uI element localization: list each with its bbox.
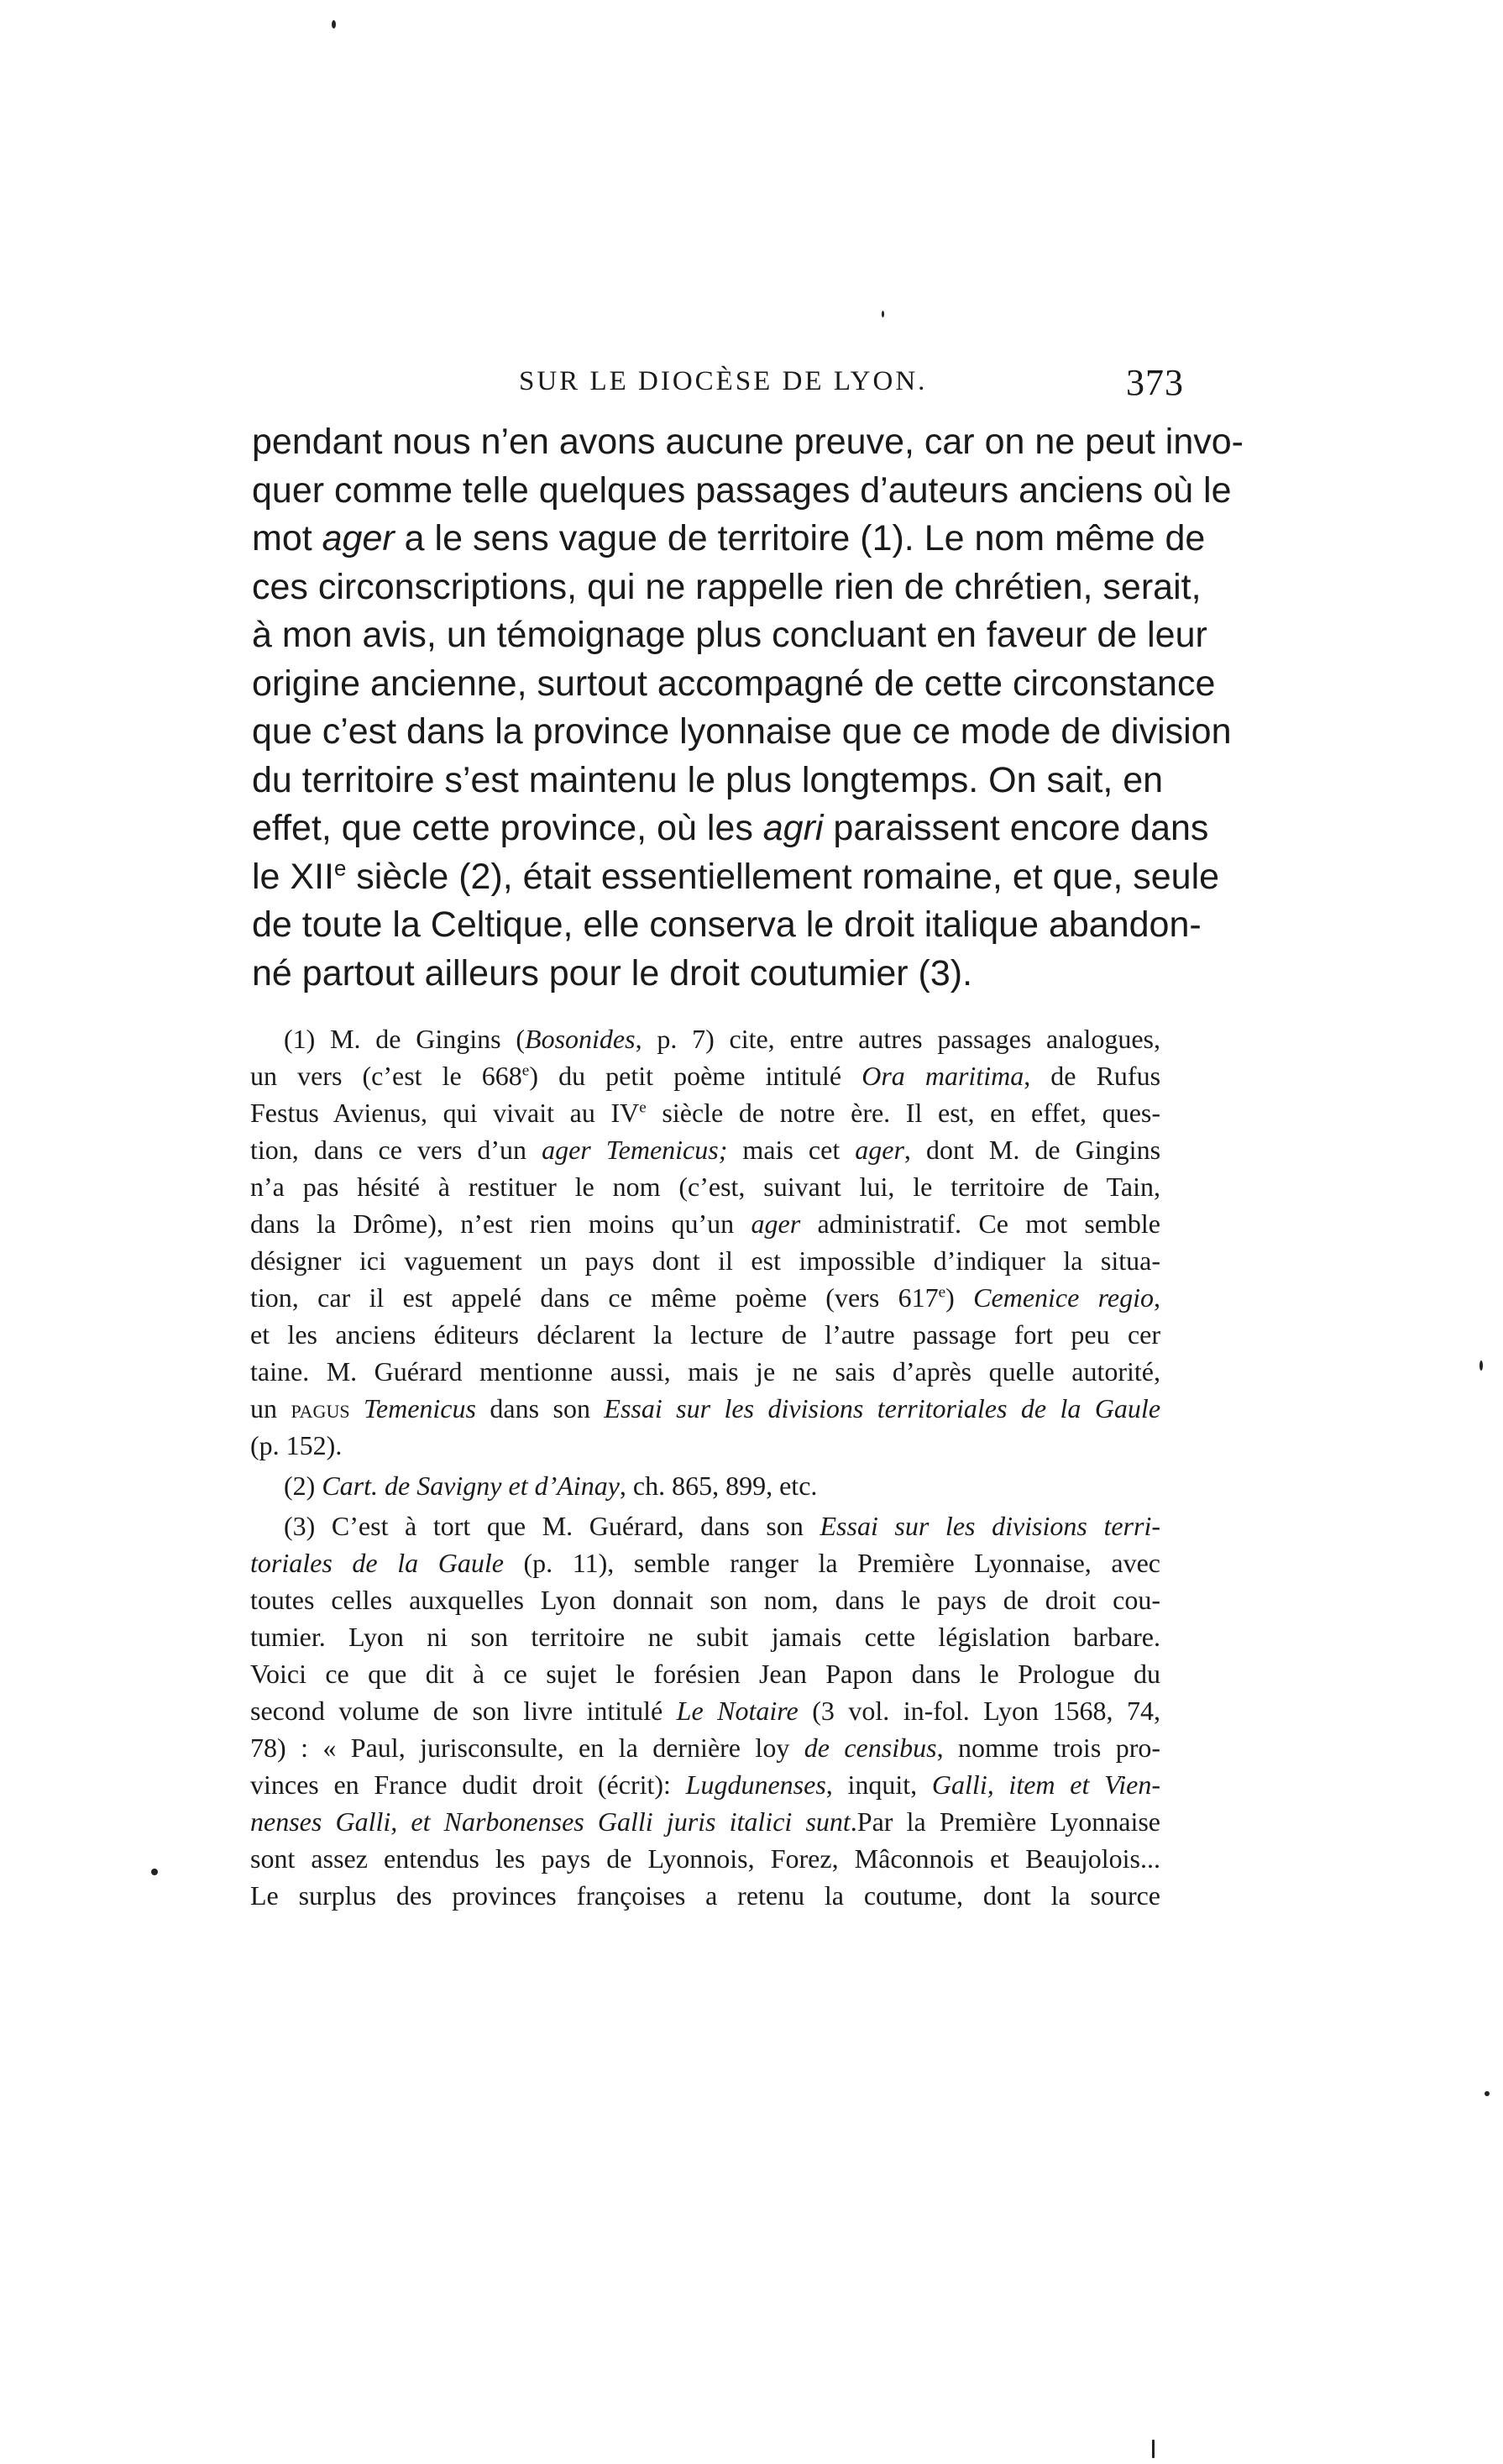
italic-term: Lugdunenses: [685, 1769, 826, 1800]
text-run: second volume de son livre intitulé: [250, 1696, 677, 1726]
main-text: [252, 418, 1244, 998]
text-run: administratif. Ce mot semble: [800, 1208, 1161, 1239]
text-line: [252, 515, 1206, 564]
text-run: siècle de notre ère. Il est, en effet, ques-: [646, 1098, 1161, 1128]
text-run: dans son: [475, 1393, 605, 1423]
italic-term: ager Temenicus;: [542, 1135, 728, 1165]
italic-term: Galli, item et Vien-: [931, 1769, 1161, 1800]
text-run: (p. 11), semble ranger la Première Lyonnaise, avec: [503, 1548, 1160, 1578]
footnote-line: [250, 1353, 1160, 1390]
footnote-line: [250, 1655, 1160, 1692]
footnote-line: [250, 1618, 1160, 1655]
footnote-line: [250, 1840, 1160, 1877]
text-line: du territoire s’est maintenu le plus longtemps. On sait, en: [252, 759, 1164, 800]
text-run: (2): [284, 1471, 322, 1501]
footnote-line: [250, 1279, 1160, 1316]
superscript: e: [639, 1098, 647, 1117]
text-run: désigner ici vaguement un pays dont il est impossible d’indiquer la situa-: [250, 1245, 1160, 1276]
text-run: ): [945, 1282, 974, 1313]
text-run: un: [250, 1393, 291, 1423]
text-run: .Par la Première Lyonnaise: [850, 1806, 1161, 1837]
footnote-line: [250, 1692, 1160, 1729]
text-run: ) du petit poème intitulé: [529, 1061, 862, 1091]
footnote-line: [250, 1729, 1160, 1766]
italic-term: Bosonides: [525, 1024, 636, 1054]
page-number: 373: [1126, 362, 1184, 403]
text-run: paraissent encore dans: [823, 808, 1209, 848]
footnote-line: [250, 1131, 1160, 1168]
text-run: ,: [1154, 1282, 1161, 1313]
text-line: pendant nous n’en avons aucune preuve, car on ne peut invo-: [252, 422, 1244, 462]
footnote-line: [250, 1507, 1160, 1544]
text-run: (1) M. de Gingins (: [284, 1024, 526, 1054]
footnote-line: [250, 1766, 1160, 1803]
text-run: Le surplus des provinces françoises a retenu la coutume, dont la source: [250, 1880, 1160, 1911]
italic-term: Essai sur les divisions territoriales de la Gaule: [604, 1393, 1161, 1423]
scan-speck: [1152, 2440, 1155, 2458]
footnote-line: [250, 1094, 1160, 1131]
text-run: , ch. 865, 899, etc.: [619, 1471, 818, 1501]
scan-speck: [332, 20, 336, 29]
text-run: tumier. Lyon ni son territoire ne subit jamais cette législation barbare.: [250, 1622, 1160, 1652]
footnote-line: [250, 1427, 1160, 1464]
text-run: , inquit,: [825, 1769, 932, 1800]
text-run: a le sens vague de territoire (1). Le nom même de: [394, 518, 1206, 558]
text-line: à mon avis, un témoignage plus concluant en faveur de leur: [252, 615, 1207, 655]
footnotes: [250, 1020, 1160, 1914]
text-line: origine ancienne, surtout accompagné de cette circonstance: [252, 663, 1216, 704]
text-run: n’a pas hésité à restituer le nom (c’est, suivant lui, le territoire de Tain,: [250, 1172, 1160, 1202]
text-line: né partout ailleurs pour le droit coutumier (3).: [252, 952, 973, 993]
text-run: mais cet: [727, 1135, 856, 1165]
text-run: tion, dans ce vers d’un: [250, 1135, 542, 1165]
italic-term: ager: [322, 518, 395, 558]
text-run: siècle (2), était essentiellement romaine, et que, seule: [346, 856, 1220, 897]
text-run: (3) C’est à tort que M. Guérard, dans son: [284, 1511, 820, 1541]
italic-term: Essai sur les divisions terri-: [820, 1511, 1161, 1541]
footnote-line: [250, 1803, 1160, 1840]
footnote-line: [250, 1020, 1160, 1057]
text-run: Festus Avienus, qui vivait au IV: [250, 1098, 640, 1128]
text-line: de toute la Celtique, elle conserva le droit italique abandon-: [252, 904, 1202, 945]
italic-term: Ora maritima: [861, 1061, 1024, 1091]
italic-term: Cart. de Savigny et d’Ainay: [322, 1471, 620, 1501]
text-line: que c’est dans la province lyonnaise que ce mode de division: [252, 711, 1232, 752]
italic-term: Cemenice regio: [973, 1282, 1155, 1313]
text-run: un vers (c’est le 668: [250, 1061, 522, 1091]
text-run: effet, que cette province, où les: [252, 808, 763, 848]
text-run: vinces en France dudit droit (écrit):: [250, 1769, 686, 1800]
footnote-line: [250, 1316, 1160, 1353]
footnote-line: [250, 1581, 1160, 1618]
scan-speck: [1479, 1360, 1483, 1371]
italic-term: toriales de la Gaule: [250, 1548, 504, 1578]
text-run: , p. 7) cite, entre autres passages analogues,: [635, 1024, 1161, 1054]
footnote-line: [250, 1242, 1160, 1279]
small-caps-term: pagus: [291, 1393, 350, 1423]
italic-term: nenses Galli, et Narbonenses Galli juris italici sunt: [250, 1806, 851, 1837]
text-run: et les anciens éditeurs déclarent la lecture de l’autre passage fort peu cer: [250, 1319, 1160, 1350]
text-run: Voici ce que dit à ce sujet le forésien Jean Papon dans le Prologue du: [250, 1659, 1160, 1689]
text-run: , dont M. de Gingins: [903, 1135, 1161, 1165]
italic-term: Le Notaire: [676, 1696, 799, 1726]
text-run: [350, 1393, 364, 1423]
text-run: , de Rufus: [1024, 1061, 1161, 1091]
running-head: [252, 361, 1184, 412]
superscript: e: [521, 1062, 530, 1080]
italic-term: Temenicus: [364, 1393, 476, 1423]
footnote-line: [250, 1544, 1160, 1581]
text-run: le XII: [252, 856, 334, 897]
text-run: , nomme trois pro-: [936, 1733, 1161, 1763]
footnote-line: [250, 1390, 1160, 1427]
footnote-line: [250, 1205, 1160, 1242]
italic-term: de censibus: [804, 1733, 937, 1763]
text-line: quer comme telle quelques passages d’auteurs anciens où le: [252, 469, 1232, 511]
superscript: e: [334, 857, 347, 881]
footnote-line: [250, 1057, 1160, 1094]
footnote-line: [250, 1168, 1160, 1205]
scan-speck: [151, 1869, 158, 1875]
text-line: ces circonscriptions, qui ne rappelle rien de chrétien, serait,: [252, 566, 1202, 607]
text-run: mot: [252, 518, 322, 558]
scan-speck: [1485, 2091, 1490, 2096]
text-run: tion, car il est appelé dans ce même poème (vers 617: [250, 1282, 939, 1313]
italic-term: ager: [751, 1208, 801, 1239]
running-title: SUR LE DIOCÈSE DE LYON.: [519, 366, 928, 396]
superscript: e: [938, 1283, 946, 1302]
footnote-line: [250, 1877, 1160, 1914]
text-line: [252, 853, 1220, 902]
text-run: toutes celles auxquelles Lyon donnait son nom, dans le pays de droit cou-: [250, 1585, 1160, 1615]
italic-term: agri: [762, 808, 824, 848]
text-run: (p. 152).: [250, 1430, 343, 1460]
footnote-line: [250, 1467, 1160, 1504]
text-run: dans la Drôme), n’est rien moins qu’un: [250, 1208, 752, 1239]
italic-term: ager: [855, 1135, 904, 1165]
scan-speck: [882, 311, 884, 317]
text-run: sont assez entendus les pays de Lyonnois, Forez, Mâconnois et Beaujolois...: [250, 1843, 1160, 1874]
text-run: (3 vol. in-fol. Lyon 1568, 74,: [798, 1696, 1161, 1726]
text-run: taine. M. Guérard mentionne aussi, mais je ne sais d’après quelle autorité,: [250, 1356, 1160, 1387]
text-run: 78) : « Paul, jurisconsulte, en la dernière loy: [250, 1733, 804, 1763]
text-line: [252, 805, 1209, 853]
